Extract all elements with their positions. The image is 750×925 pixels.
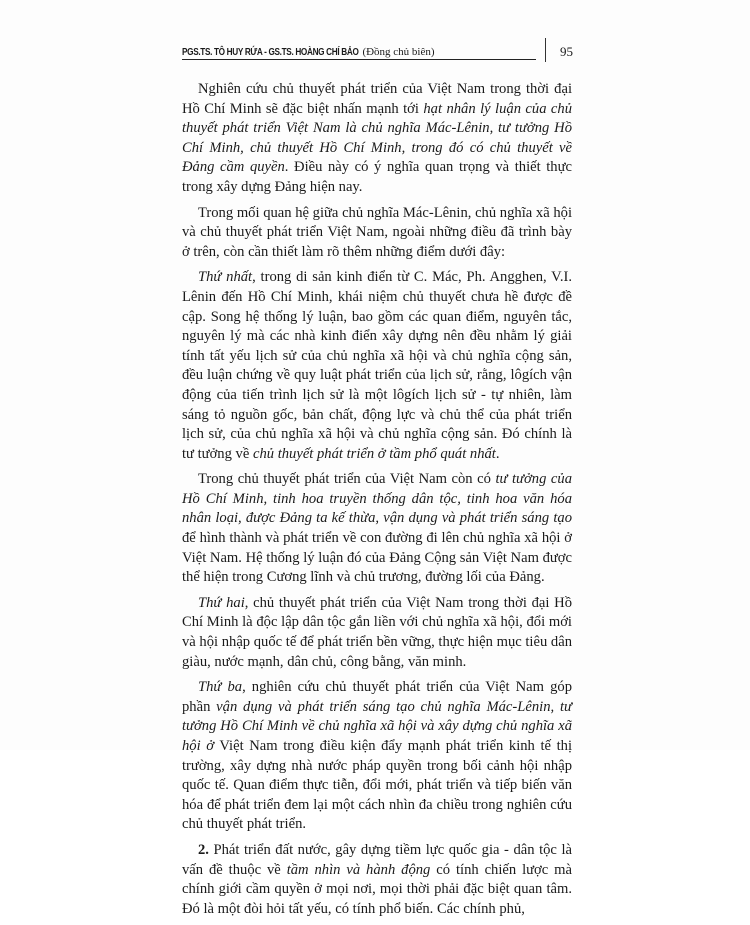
- bold-text: 2.: [198, 841, 209, 858]
- italic-text: Thứ ba: [198, 679, 243, 696]
- running-header: [182, 46, 536, 60]
- italic-text: hạt nhân lý luận của chủ thuyết phát triển Việt Nam là chủ nghĩa Mác-Lênin, tư tưởng Hồ Chí Minh, chủ thuyết Hồ Chí Minh, trong đó có chủ thuyết về Đảng cầm quyền: [182, 100, 573, 176]
- italic-text: tư tưởng của Hồ Chí Minh, tinh hoa truyền thống dân tộc, tinh hoa văn hóa nhân loại, được Đảng ta kế thừa, vận dụng và phát triển sáng tạo: [182, 471, 573, 527]
- paragraph: [182, 470, 572, 588]
- text-run: , trong di sản kinh điển từ C. Mác, Ph. Angghen, V.I. Lênin đến Hồ Chí Minh, khái niệm chủ thuyết chưa hề được đề cập. Song hệ thống lý luận, bao gồm các quan điểm, nguyên tắc, nguyên lý mà các nhà kinh điển xây dựng nên đều nhằm lý giải tính tất yếu lịch sử của chủ nghĩa xã hội và chủ nghĩa cộng sản, đều luận chứng về quy luật phát triển của lịch sử, rằng, lôgích vận động của tiến trình lịch sử là một lôgích lịch sử - tự nhiên, làm sáng tỏ nguồn gốc, bản chất, động lực và chủ thể của phát triển lịch sử, của chủ nghĩa xã hội và chủ nghĩa cộng sản. Đó chính là tư tưởng về: [182, 269, 572, 462]
- paragraph: [182, 204, 572, 263]
- text-run: , nghiên cứu chủ thuyết phát triển của Việt Nam góp phần: [182, 679, 572, 715]
- text-run: Trong mối quan hệ giữa chủ nghĩa Mác-Lênin, chủ nghĩa xã hội và chủ thuyết phát triển Việt Nam, ngoài những điều đã trình bày ở trên, còn cần thiết làm rõ thêm những điểm dưới đây:: [182, 204, 572, 260]
- italic-text: chủ thuyết phát triển ở tầm phổ quát nhất: [252, 445, 496, 462]
- italic-text: tầm nhìn và hành động: [286, 861, 431, 878]
- header-role: (Đồng chủ biên): [362, 46, 435, 58]
- page-number: 95: [560, 44, 573, 59]
- text-run: Nghiên cứu chủ thuyết phát triển của Việt Nam trong thời đại Hồ Chí Minh sẽ đặc biệt nhấn mạnh tới: [182, 81, 572, 117]
- text-run: có tính chiến lược mà chính giới cầm quyền ở mọi nơi, mọi thời phải đặc biệt quan tâm. Đó là một đòi hỏi tất yếu, có tính phổ biến. Các chính phủ,: [182, 861, 572, 917]
- paragraph: [182, 678, 572, 835]
- text-run: Việt Nam trong điều kiện đẩy mạnh phát triển kinh tế thị trường, xây dựng nhà nước pháp quyền trong bối cảnh hội nhập quốc tế. Quan điểm thực tiễn, đổi mới, phát triển và tiếp biến văn hóa để phát triển đem lại một cách nhìn đa chiều trong nghiên cứu chủ thuyết phát triển.: [182, 738, 572, 833]
- paragraph: [182, 268, 572, 464]
- text-run: . Điều này có ý nghĩa quan trọng và thiết thực trong xây dựng Đảng hiện nay.: [182, 159, 572, 195]
- text-run: để hình thành và phát triển về con đường đi lên chủ nghĩa xã hội ở Việt Nam. Hệ thống lý luận đó của Đảng Cộng sản Việt Nam được thể hiện trong Cương lĩnh và chủ trương, đường lối của Đảng.: [182, 530, 572, 586]
- paragraph: [182, 841, 572, 919]
- text-run: , chủ thuyết phát triển của Việt Nam trong thời đại Hồ Chí Minh là độc lập dân tộc gắn liền với chủ nghĩa xã hội, đổi mới và hội nhập quốc tế để phát triển bền vững, thực hiện mục tiêu dân giàu, nước mạnh, dân chủ, công bằng, văn minh.: [182, 594, 572, 670]
- italic-text: Thứ hai: [198, 594, 245, 611]
- text-run: Phát triển đất nước, gây dựng tiềm lực quốc gia - dân tộc là vấn đề thuộc về: [182, 841, 572, 878]
- body-text: [182, 80, 572, 925]
- paragraph: [182, 80, 572, 198]
- paragraph: [182, 594, 572, 672]
- italic-text: Thứ nhất: [198, 269, 253, 286]
- text-run: .: [495, 445, 500, 462]
- header-authors: PGS.TS. TÔ HUY RỨA - GS.TS. HOÀNG CHÍ BẢO: [182, 47, 359, 58]
- italic-text: vận dụng và phát triển sáng tạo chủ nghĩa Mác-Lênin, tư tưởng Hồ Chí Minh về chủ nghĩa xã hội và xây dựng chủ nghĩa xã hội ở: [182, 698, 572, 754]
- text-run: Trong chủ thuyết phát triển của Việt Nam còn có: [198, 471, 496, 488]
- header-divider: [545, 38, 546, 62]
